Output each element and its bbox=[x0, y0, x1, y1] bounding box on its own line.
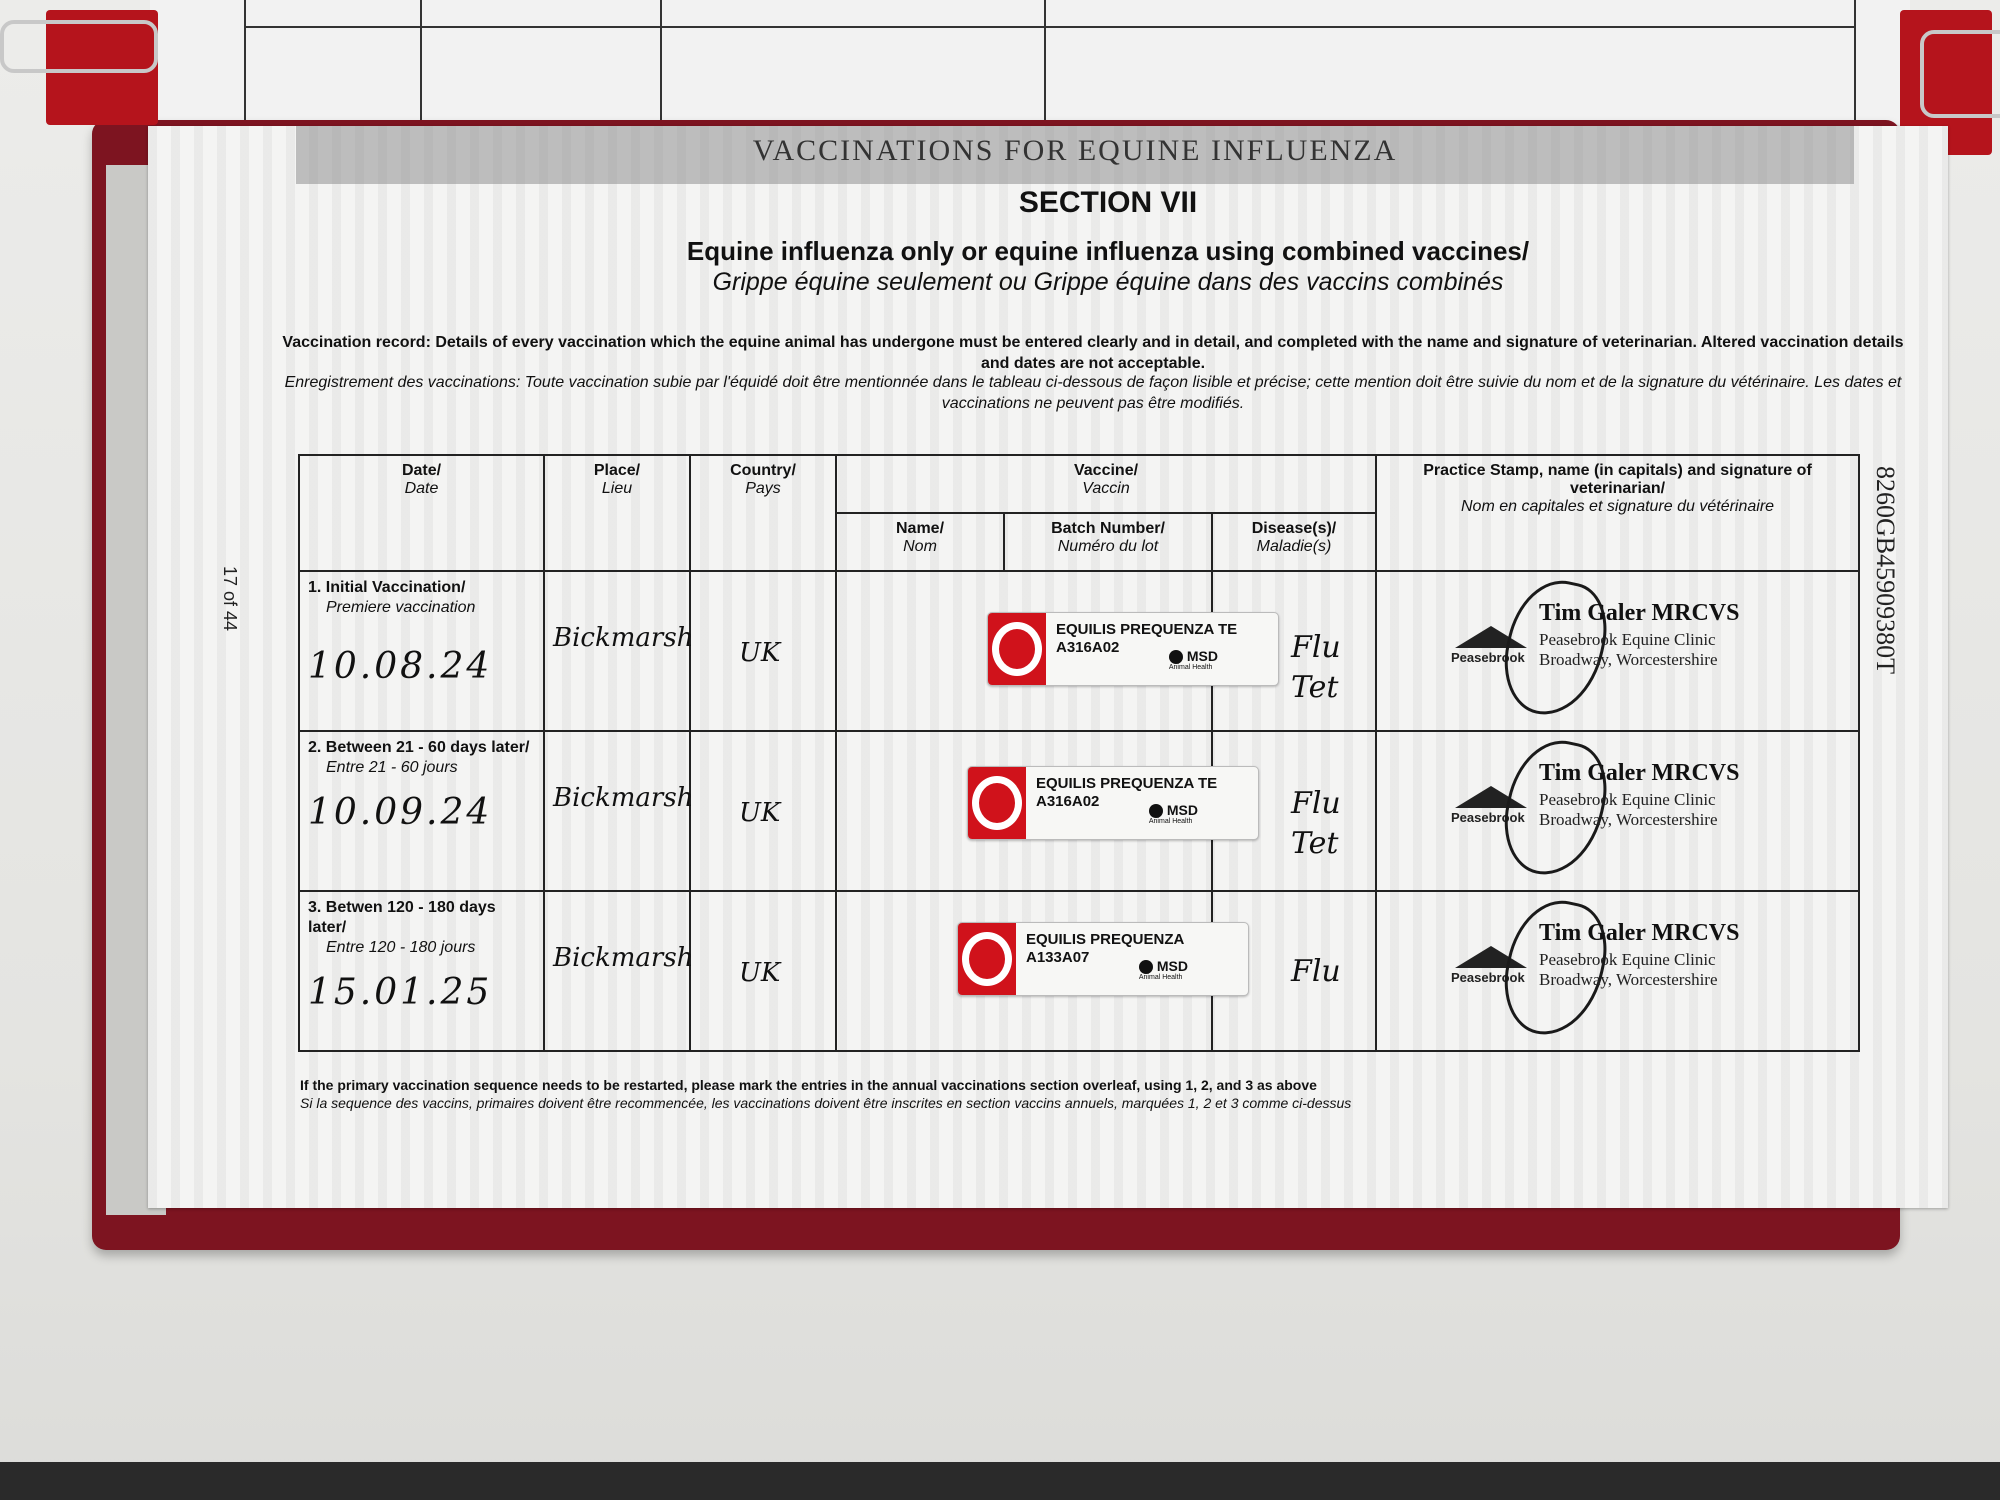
msd-logo: MSD Animal Health bbox=[1148, 801, 1198, 825]
table-row bbox=[299, 731, 1859, 891]
vaccine-sticker bbox=[967, 766, 1259, 840]
msd-cross-icon bbox=[1139, 960, 1153, 974]
place-value: Bickmarsh bbox=[553, 623, 694, 653]
country-value: UK bbox=[739, 638, 781, 668]
row-label-french: Entre 21 - 60 jours bbox=[326, 759, 458, 776]
header-vaccine-name: Name/ Nom bbox=[836, 513, 1004, 571]
disease-1: Flu bbox=[1291, 786, 1341, 821]
header-vaccine: Vaccine/ Vaccin bbox=[836, 455, 1376, 513]
instructions-french: Enregistrement des vaccinations: Toute vaccination subie par l'équidé doit être mentionnée dans le tableau ci-dessous de façon lisible et précise; cette mention doit être suivie du nom et de la signature du vétérinaire. Les dates et vaccinations ne peuvent pas être modifiés. bbox=[284, 374, 1902, 412]
section-heading: SECTION VII bbox=[1018, 186, 1198, 219]
binder-clip-wire-left bbox=[0, 20, 158, 73]
header-date: Date/ Date bbox=[299, 455, 544, 571]
disease-1: Flu bbox=[1291, 630, 1341, 665]
stamp-cell bbox=[1376, 571, 1859, 731]
country-cell bbox=[690, 571, 836, 731]
header-disease: Disease(s)/ Maladie(s) bbox=[1212, 513, 1376, 571]
row-label-french: Premiere vaccination bbox=[326, 599, 476, 616]
vaccination-table bbox=[298, 454, 1860, 1052]
stamp-cell bbox=[1376, 731, 1859, 891]
disease-1: Flu bbox=[1291, 954, 1341, 989]
clinic-address: Broadway, Worcestershire bbox=[1539, 810, 1718, 829]
date-cell bbox=[299, 571, 544, 731]
vaccination-date: 15.01.25 bbox=[308, 972, 493, 1013]
country-cell bbox=[690, 731, 836, 891]
batch-number: A316A02 bbox=[1036, 793, 1100, 810]
vaccine-name: EQUILIS PREQUENZA TE bbox=[1036, 775, 1218, 792]
msd-cross-icon bbox=[1149, 804, 1163, 818]
disease-2: Tet bbox=[1291, 670, 1339, 705]
clinic-logo-icon: Peasebrook bbox=[1447, 786, 1537, 842]
header-row bbox=[299, 455, 1859, 513]
clinic-logo-icon: Peasebrook bbox=[1447, 626, 1537, 682]
place-cell bbox=[544, 571, 694, 731]
row-label-french: Entre 120 - 180 jours bbox=[326, 939, 476, 956]
vaccine-name: EQUILIS PREQUENZA bbox=[1026, 931, 1185, 948]
q-logo-icon bbox=[968, 767, 1026, 839]
clinic-name: Peasebrook Equine Clinic bbox=[1539, 630, 1716, 649]
header-country: Country/ Pays bbox=[690, 455, 836, 571]
q-logo-icon bbox=[988, 613, 1046, 685]
binder-clip-wire-right bbox=[1920, 30, 2000, 118]
table-row bbox=[299, 891, 1859, 1051]
date-cell bbox=[299, 731, 544, 891]
vaccine-cell bbox=[836, 891, 1212, 1051]
vaccination-date: 10.09.24 bbox=[308, 792, 493, 833]
vaccination-date: 10.08.24 bbox=[308, 646, 493, 687]
serial-number: 8260GB45909380T bbox=[1871, 466, 1900, 674]
place-value: Bickmarsh bbox=[553, 783, 694, 813]
clinic-address: Broadway, Worcestershire bbox=[1539, 650, 1718, 669]
subtitle-french: Grippe équine seulement ou Grippe équine dans des vaccins combinés bbox=[712, 268, 1504, 296]
vaccine-sticker bbox=[957, 922, 1249, 996]
footer-note-french: Si la sequence des vaccins, primaires doivent être recommencée, les vaccinations doivent être inscrites en section vaccins annuels, marquées 1, 2 et 3 comme ci-dessus bbox=[300, 1095, 1352, 1111]
vaccine-name: EQUILIS PREQUENZA TE bbox=[1056, 621, 1238, 638]
batch-number: A133A07 bbox=[1026, 949, 1090, 966]
row-label: 2. Between 21 - 60 days later/ bbox=[308, 739, 530, 756]
page-title: VACCINATIONS FOR EQUINE INFLUENZA bbox=[752, 134, 1398, 167]
header-stamp: Practice Stamp, name (in capitals) and signature of veterinarian/ Nom en capitales et signature du vétérinaire bbox=[1376, 455, 1859, 571]
instructions-english: Vaccination record: Details of every vaccination which the equine animal has undergone must be entered clearly and in detail, and completed with the name and signature of veterinarian. Altered vaccination details and dates are not acceptable. bbox=[282, 334, 1904, 372]
vaccine-sticker bbox=[987, 612, 1279, 686]
stamp-cell bbox=[1376, 891, 1859, 1051]
footer-note-english: If the primary vaccination sequence needs to be restarted, please mark the entries in the annual vaccinations section overleaf, using 1, 2, and 3 as above bbox=[300, 1077, 1317, 1093]
msd-logo: MSD Animal Health bbox=[1168, 647, 1218, 671]
msd-cross-icon bbox=[1169, 650, 1183, 664]
place-cell bbox=[544, 731, 694, 891]
header-place: Place/ Lieu bbox=[544, 455, 690, 571]
q-logo-icon bbox=[958, 923, 1016, 995]
place-value: Bickmarsh bbox=[553, 943, 694, 973]
country-cell bbox=[690, 891, 836, 1051]
page-number: 17 of 44 bbox=[220, 566, 240, 632]
vet-name: Tim Galer MRCVS bbox=[1539, 920, 1740, 946]
vet-name: Tim Galer MRCVS bbox=[1539, 600, 1740, 626]
vaccine-cell bbox=[836, 571, 1238, 731]
clinic-logo-icon: Peasebrook bbox=[1447, 946, 1537, 1002]
country-value: UK bbox=[739, 798, 781, 828]
place-cell bbox=[544, 891, 694, 1051]
header-batch: Batch Number/ Numéro du lot bbox=[1004, 513, 1212, 571]
clinic-name: Peasebrook Equine Clinic bbox=[1539, 950, 1716, 969]
document-page bbox=[148, 126, 1948, 1208]
disease-2: Tet bbox=[1291, 826, 1339, 861]
vaccine-cell bbox=[836, 731, 1218, 891]
table-row bbox=[299, 571, 1859, 731]
clinic-name: Peasebrook Equine Clinic bbox=[1539, 790, 1716, 809]
floor-strip bbox=[0, 1462, 2000, 1500]
date-cell bbox=[299, 891, 544, 1051]
msd-logo: MSD Animal Health bbox=[1138, 957, 1188, 981]
vet-name: Tim Galer MRCVS bbox=[1539, 760, 1740, 786]
batch-number: A316A02 bbox=[1056, 639, 1120, 656]
row-label: 3. Betwen 120 - 180 days later/ bbox=[308, 899, 496, 936]
clinic-address: Broadway, Worcestershire bbox=[1539, 970, 1718, 989]
country-value: UK bbox=[739, 958, 781, 988]
row-label: 1. Initial Vaccination/ bbox=[308, 579, 466, 596]
subtitle-english: Equine influenza only or equine influenza using combined vaccines/ bbox=[686, 236, 1530, 266]
